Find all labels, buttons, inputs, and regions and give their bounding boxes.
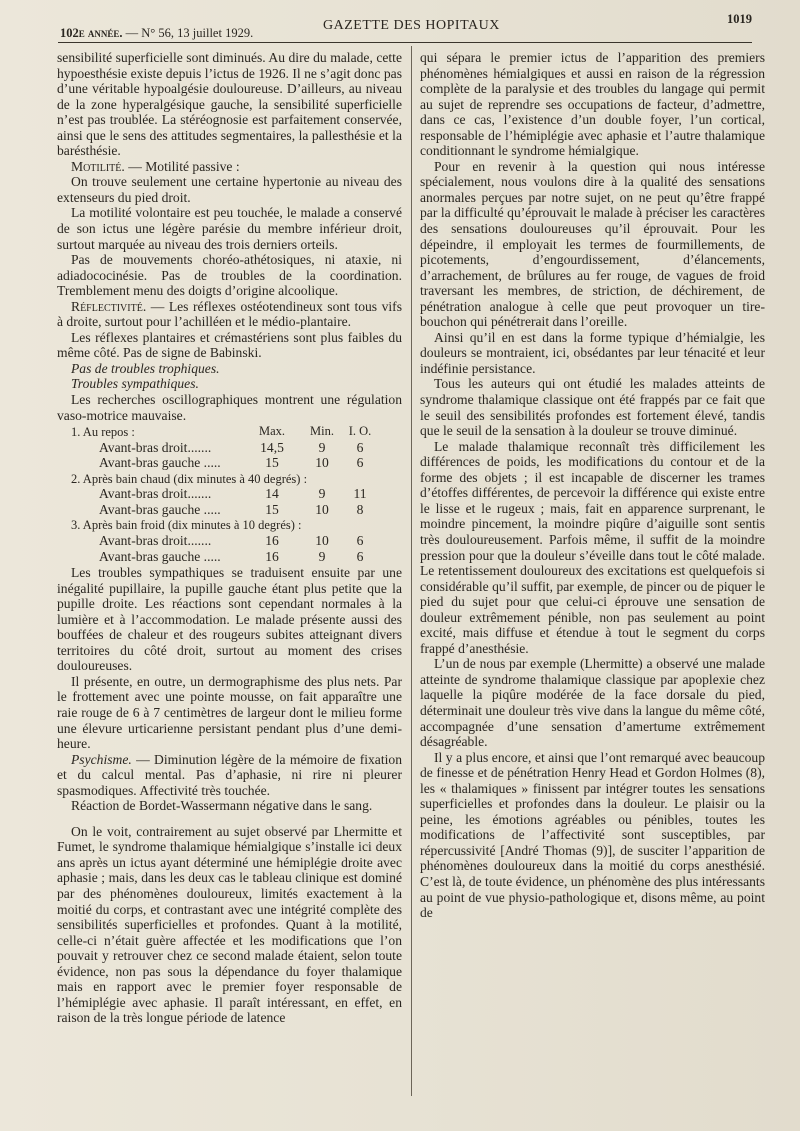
paragraph: Réaction de Bordet-Wassermann négative dans le sang. bbox=[71, 798, 373, 814]
cell-min: 9 bbox=[318, 486, 326, 502]
section-text: — Motilité passive : bbox=[124, 158, 240, 174]
cell-min: 9 bbox=[318, 439, 326, 455]
cell-max: 15 bbox=[265, 501, 279, 517]
cell-min: 10 bbox=[315, 501, 329, 517]
paragraph: Les réflexes plantaires et crémastériens sont plus faibles du même côté. Pas de signe de Babinski. bbox=[57, 329, 402, 361]
paragraph: qui sépara le premier ictus de l’apparition des premiers phénomènes hémialgiques et aussi en raison de la régression complète de la paralysie et des troubles du langage qui permit au sujet de reprendre ses occupations de facteur, d’admettre, dans ce cas, l’existence d’un double foyer, l’un cortical, responsable de l’hémiplégie avec aphasie et l’autre thalamique conditionnant le syndrome hémialgique. bbox=[420, 50, 765, 159]
section-heading: Réflectivité. bbox=[71, 298, 147, 314]
table-caption: 1. Au repos : bbox=[71, 425, 135, 440]
paragraph: Il présente, en outre, un dermographisme des plus nets. Par le frottement avec une pointe mousse, on fait apparaître une raie rouge de 6 à 7 centimètres de largeur dont le milieu forme une élevure urticarienne persistant pendant plus d’une demi-heure. bbox=[57, 673, 402, 752]
issue-info bbox=[60, 26, 253, 41]
cell-max: 14 bbox=[265, 486, 279, 502]
paragraph: On trouve seulement une certaine hypertonie au niveau des extenseurs du pied droit. bbox=[57, 174, 402, 205]
cell-min: 9 bbox=[318, 548, 326, 564]
section-psychisme bbox=[57, 752, 402, 799]
table-caption: 3. Après bain froid (dix minutes à 10 degrés) : bbox=[71, 518, 302, 533]
oscillography-table bbox=[57, 424, 402, 564]
section-motilite bbox=[57, 159, 402, 175]
table-header-row bbox=[57, 424, 402, 440]
italic-line: Troubles sympathiques. bbox=[71, 376, 199, 392]
cell-io: 6 bbox=[356, 548, 364, 564]
paragraph: On le voit, contrairement au sujet observé par Lhermitte et Fumet, le syndrome thalamique hémialgique s’installe ici deux ans après un ictus ayant déterminé une hémiplégie droite avec aphasie ; mais, dans les deux cas le tableau clinique est dominé par des phénomènes douloureux, limités exactement à la moitié du corps, et contrastant avec une intégrité complète des sensibilités superficielles et profondes. Quant à la motilité, celle-ci n’était guère affectée et les modifications que l’on pouvait y retrouver chez ce second malade étaient, selon toute évidence, non pas sous la dépendance du foyer thalamique mais en rapport avec le premier foyer responsable de l’hémiplégie avec aphasie. Il paraît intéressant, en effet, en raison de la très longue période de latence bbox=[57, 823, 402, 1026]
section-text: — Les réflexes ostéotendineux sont tous vifs à droite, surtout pour l’achilléen et le médio-plantaire. bbox=[57, 298, 402, 330]
page-number: 1019 bbox=[727, 12, 752, 26]
cell-io: 6 bbox=[356, 532, 364, 548]
paragraph: Il y a plus encore, et ainsi que l’ont remarqué avec beaucoup de finesse et de pénétration Henry Head et Gordon Holmes (8), les « thalamiques » finissent par intégrer toutes les sensations superficielles et profondes dans la douleur. Le plaisir ou la peine, les émotions agréables ou pénibles, toutes les modifications de l’affectivité sont susceptibles, par répercussivité [André Thomas (9)], de susciter l’apparition de phénomènes douloureux dans la moitié du corps anesthésié. C’est là, de toute évidence, un phénomène des plus intéressants au point de vue physio-pathologique et, disons même, au point de bbox=[420, 749, 765, 921]
table-row bbox=[57, 486, 402, 502]
left-column bbox=[57, 50, 402, 1026]
edition-label: 102e année. bbox=[60, 26, 123, 40]
paragraph: Pour en revenir à la question qui nous intéresse spécialement, nous voulons dire à la qualité des sensations anormales perçues par notre sujet, on ne peut qu’être frappé par la difficulté qu’éprouvait le malade à préciser les caractères des sensations douloureuses qu’il éprouvait. Pour les dépeindre, il employait les termes de fourmillements, de picotements, d’engourdissement, d’élancements, d’arrachement, de brûlures au fer rouge, de vagues de froid traversant les membres, de striction, de déchirement, de pénétration analogue à celle que peut provoquer un tire-bouchon qui pénétrerait dans l’oreille. bbox=[420, 158, 765, 330]
column-header-max: Max. bbox=[258, 424, 286, 439]
paragraph: Tous les auteurs qui ont étudié les malades atteints de syndrome thalamique classique ont été frappés par ce fait que le seuil des sensibilités profondes est fortement élevé, tandis que le seuil de la sensation à la douleur se trouve diminué. bbox=[420, 376, 765, 439]
row-label: Avant-bras gauche ..... bbox=[99, 501, 221, 517]
paragraph: La motilité volontaire est peu touchée, le malade a conservé de son ictus une légère parésie du membre inférieur droit, surtout marquée au niveau des trois derniers orteils. bbox=[57, 205, 402, 252]
paragraph: Le malade thalamique reconnaît très difficilement les différences de poids, les modifications du contour et de la forme des objets ; il est incapable de discerner les trames d’étoffes différentes, de percevoir la différence qui existe entre le lisse et le rugeux ; mais, fait en apparence surprenant, le moindre pincement, la moindre piqûre d’aiguille sont sentis très douloureusement. Parfois même, il suffit de la moindre pression pour que la douleur s’éveille dans tout le côté malade. Le retentissement douloureux des excitations est quelquefois si considérable qu’il suffit, par exemple, de pincer ou de piquer le pied du sujet pour que celui-ci éprouve une sensation de douleur extrêmement pénible, non pas seulement au point excité, mais diffuse et étendue à tout le segment du corps frappé d’anesthésie. bbox=[420, 438, 765, 656]
journal-title: GAZETTE DES HOPITAUX bbox=[323, 18, 500, 33]
paragraph: Les recherches oscillographiques montrent une régulation vaso-motrice mauvaise. bbox=[57, 392, 402, 423]
table-row bbox=[57, 440, 402, 456]
column-divider bbox=[411, 46, 412, 1096]
cell-max: 15 bbox=[265, 455, 279, 471]
cell-min: 10 bbox=[315, 532, 329, 548]
table-row bbox=[57, 455, 402, 471]
cell-max: 14,5 bbox=[260, 439, 284, 455]
paragraph: L’un de nous par exemple (Lhermitte) a observé une malade atteinte de syndrome thalamique classique par apoplexie chez laquelle la piqûre modérée de la face dorsale du pied, déterminait une douleur très vive dans la langue du même côté, accompagnée d’une sensation d’amertume extrêmement désagréable. bbox=[420, 656, 765, 750]
row-label: Avant-bras droit....... bbox=[99, 532, 212, 548]
cell-max: 16 bbox=[265, 548, 279, 564]
row-label: Avant-bras droit....... bbox=[99, 486, 212, 502]
row-label: Avant-bras gauche ..... bbox=[99, 548, 221, 564]
column-header-min: Min. bbox=[310, 424, 334, 439]
cell-io: 6 bbox=[356, 455, 364, 471]
section-reflectivite bbox=[57, 299, 402, 330]
paragraph: Ainsi qu’il en est dans la forme typique d’hémialgie, les douleurs se montraient, ici, obsédantes par leur ténacité et leur indéfinie persistance. bbox=[420, 329, 765, 376]
table-row bbox=[57, 549, 402, 565]
running-header bbox=[58, 8, 752, 43]
table-section-row bbox=[57, 471, 402, 487]
cell-io: 11 bbox=[353, 486, 367, 502]
section-heading: Psychisme. bbox=[71, 751, 132, 767]
table-row bbox=[57, 502, 402, 518]
section-text: — Diminution légère de la mémoire de fixation et du calcul mental. Pas d’aphasie, ni rire ni pleurer spasmodiques. Affectivité très touchée. bbox=[57, 751, 402, 798]
paragraph: Les troubles sympathiques se traduisent ensuite par une inégalité pupillaire, la pupille gauche étant plus petite que la pupille droite. Les réactions sont cependant normales à la lumière et à l’accommodation. Le malade présente aussi des bouffées de chaleur et des rougeurs subites atteignant divers territoires du côté droit, surtout au moment des crises douloureuses. bbox=[57, 565, 402, 674]
cell-io: 8 bbox=[356, 501, 364, 517]
issue-number: — N° 56, 13 juillet 1929. bbox=[125, 26, 254, 40]
cell-max: 16 bbox=[265, 532, 279, 548]
table-section-row bbox=[57, 517, 402, 533]
table-row bbox=[57, 533, 402, 549]
row-label: Avant-bras droit....... bbox=[99, 439, 212, 455]
cell-io: 6 bbox=[356, 439, 364, 455]
row-label: Avant-bras gauche ..... bbox=[99, 455, 221, 471]
table-caption: 2. Après bain chaud (dix minutes à 40 degrés) : bbox=[71, 471, 308, 486]
right-column bbox=[420, 50, 765, 921]
section-heading: Motilité. bbox=[71, 158, 125, 174]
paragraph: Pas de mouvements choréo-athétosiques, ni ataxie, ni adiadococinésie. Pas de troubles de la coordination. Tremblement menu des doigts d’origine alcoolique. bbox=[57, 252, 402, 299]
paragraph: sensibilité superficielle sont diminués. Au dire du malade, cette hypoesthésie existe depuis l’ictus de 1926. Il ne s’agit donc pas d’une véritable hypoalgésie douloureuse. D’ailleurs, au niveau de la zone hyperalgésique gauche, la sensibilité superficielle n’est pas troublée. La stéréognosie est parfaitement conservée, ainsi que le sens des attitudes segmentaires, la pallesthésie et la barésthésie. bbox=[57, 50, 402, 159]
cell-min: 10 bbox=[315, 455, 329, 471]
column-header-io: I. O. bbox=[348, 424, 372, 439]
italic-line: Pas de troubles trophiques. bbox=[71, 360, 220, 376]
